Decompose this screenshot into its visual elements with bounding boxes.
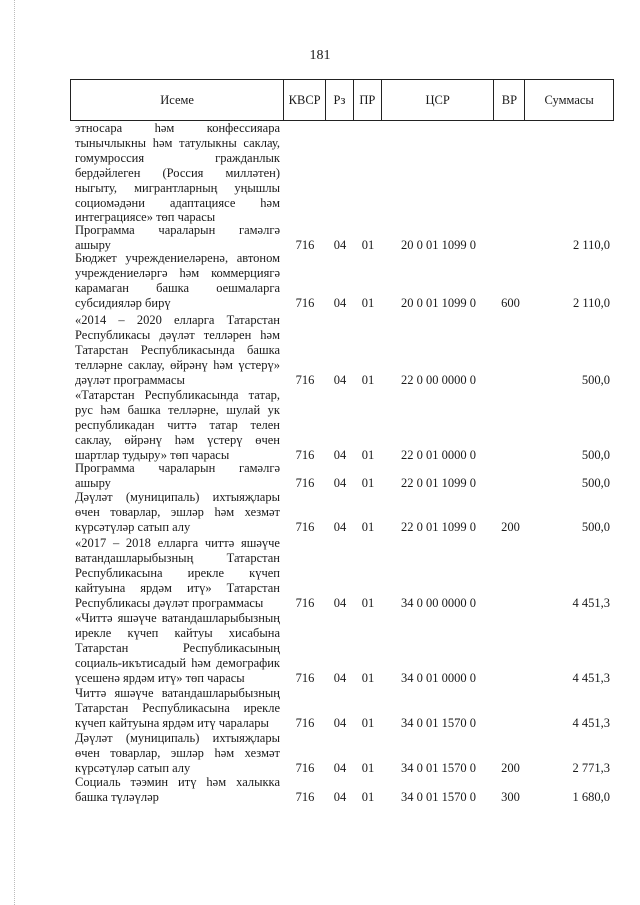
row-name-line: Татарстан Республикасында башка (75, 342, 280, 357)
row-name (75, 461, 280, 491)
row-name (75, 313, 280, 388)
row-name (75, 686, 280, 731)
row-name-line: этносара һәм конфессияара (75, 121, 280, 135)
row-rz: 04 (333, 519, 347, 534)
row-name-line: Читтә яшәүче ватандашларыбызның (75, 686, 280, 700)
row-name-line: өчен товарлар, эшләр һәм хезмәт (75, 745, 280, 760)
row-csr: 20 0 01 1099 0 (401, 237, 476, 252)
row-name (75, 611, 280, 686)
row-name-line: ашыру (75, 237, 111, 252)
row-sum: 4 451,3 (572, 595, 610, 610)
row-name (75, 775, 280, 805)
header-sum: Суммасы (544, 92, 594, 107)
row-name-line: рус һәм башка телләрне, шулай ук (75, 402, 280, 417)
row-name-line: Бюджет учреждениеләренә, автоном (75, 251, 280, 265)
row-name-line: ныгыту, мигрантларның уңышлы (75, 180, 280, 195)
row-sum: 500,0 (581, 519, 610, 534)
row-pr: 01 (361, 447, 375, 462)
row-name (75, 251, 280, 311)
row-name-line: башка түләүләр (75, 789, 159, 804)
row-rz: 04 (333, 789, 347, 804)
row-name (75, 731, 280, 776)
row-pr: 01 (361, 372, 375, 387)
row-pr: 01 (361, 237, 375, 252)
row-name-line: учреждениеләргә һәм коммерциягә (75, 265, 280, 280)
row-name-line: республикадан читтә татар телен (75, 417, 280, 432)
row-name-line: Татарстан Республикасының (75, 640, 280, 655)
table-row (70, 388, 614, 463)
row-name-line: Республикасы дәүләт телләрен һәм (75, 327, 280, 342)
header-kvsr: КВСР (284, 80, 326, 120)
row-name (75, 121, 280, 225)
header-pr: ПР (354, 80, 382, 120)
row-kvsr: 716 (295, 595, 315, 610)
header-csr: ЦСР (382, 80, 495, 120)
header-vr: ВР (494, 80, 525, 120)
row-sum: 500,0 (581, 372, 610, 387)
row-name-line: Программа чараларын гамәлгә (75, 223, 280, 237)
table-row (70, 490, 614, 535)
row-pr: 01 (361, 789, 375, 804)
row-sum: 2 110,0 (572, 295, 610, 310)
row-name-line: күрсәтүләр сатып алу (75, 760, 191, 775)
row-csr: 22 0 01 1099 0 (401, 519, 476, 534)
row-kvsr: 716 (295, 237, 315, 252)
row-name-line: кайтуына ярдәм итү» Татарстан (75, 580, 280, 595)
row-name-line: үсешенә ярдәм итү» төп чарасы (75, 670, 245, 685)
row-name-line: күрсәтүләр сатып алу (75, 519, 191, 534)
row-name-line: Татарстан Республикасына ирекле (75, 700, 280, 715)
row-kvsr: 716 (295, 789, 315, 804)
table-row (70, 313, 614, 388)
row-name-line: Дәүләт (муниципаль) ихтыяҗлары (75, 490, 280, 504)
row-name-line: күчеп кайтуына ярдәм итү чаралары (75, 715, 269, 730)
table-row (70, 611, 614, 686)
row-kvsr: 716 (295, 295, 315, 310)
row-csr: 22 0 00 0000 0 (401, 372, 476, 387)
table-header (70, 79, 614, 121)
row-name-line: Дәүләт (муниципаль) ихтыяҗлары (75, 731, 280, 745)
table-row (70, 121, 614, 225)
row-name-line: саклау, өйрәнү һәм үстерү өчен (75, 432, 280, 447)
row-csr: 34 0 00 0000 0 (401, 595, 476, 610)
row-sum: 4 451,3 (572, 715, 610, 730)
row-kvsr: 716 (295, 715, 315, 730)
row-name-line: тынычлыкны һәм татулыкны саклау, (75, 135, 280, 150)
row-sum: 1 680,0 (572, 789, 610, 804)
row-rz: 04 (333, 595, 347, 610)
row-name-line: өчен товарлар, эшләр һәм хезмәт (75, 504, 280, 519)
header-rz: Рз (326, 80, 354, 120)
row-name-line: шартлар тудыру» төп чарасы (75, 447, 230, 462)
row-vr: 200 (501, 760, 520, 775)
row-kvsr: 716 (295, 760, 315, 775)
left-margin-dots (14, 0, 16, 905)
row-pr: 01 (361, 519, 375, 534)
row-csr: 34 0 01 0000 0 (401, 670, 476, 685)
row-pr: 01 (361, 760, 375, 775)
row-pr: 01 (361, 295, 375, 310)
row-csr: 20 0 01 1099 0 (401, 295, 476, 310)
table-row (70, 775, 614, 805)
row-rz: 04 (333, 760, 347, 775)
table-row (70, 731, 614, 776)
row-sum: 2 110,0 (572, 237, 610, 252)
row-name-line: «Читтә яшәүче ватандашларыбызның (75, 611, 280, 625)
row-sum: 500,0 (581, 447, 610, 462)
header-name: Исеме (71, 80, 284, 120)
row-name-line: гомумроссия гражданлык (75, 150, 280, 165)
row-rz: 04 (333, 670, 347, 685)
row-name-line: субсидияләр бирү (75, 295, 171, 310)
row-name-line: ватандашларыбызның Татарстан (75, 550, 280, 565)
row-kvsr: 716 (295, 372, 315, 387)
row-name (75, 490, 280, 535)
row-csr: 22 0 01 1099 0 (401, 475, 476, 490)
row-name-line: дәүләт программасы (75, 372, 185, 387)
row-kvsr: 716 (295, 519, 315, 534)
row-rz: 04 (333, 372, 347, 387)
table-row (70, 251, 614, 311)
row-name-line: социаль-икътисадый һәм демографик (75, 655, 280, 670)
row-name-line: социомәдәни адаптациясе һәм (75, 195, 280, 210)
table-row (70, 223, 614, 253)
row-vr: 300 (501, 789, 520, 804)
row-name-line: «2014 – 2020 елларга Татарстан (75, 313, 280, 327)
row-name-line: Социаль тәэмин итү һәм халыкка (75, 775, 280, 789)
row-name-line: ирекле күчеп кайтуы хисабына (75, 625, 280, 640)
row-vr: 200 (501, 519, 520, 534)
row-kvsr: 716 (295, 447, 315, 462)
row-rz: 04 (333, 475, 347, 490)
row-sum: 4 451,3 (572, 670, 610, 685)
row-pr: 01 (361, 670, 375, 685)
row-csr: 22 0 01 0000 0 (401, 447, 476, 462)
row-rz: 04 (333, 447, 347, 462)
row-name-line: телләрне саклау, өйрәнү һәм үстерү» (75, 357, 280, 372)
row-kvsr: 716 (295, 670, 315, 685)
row-name-line: интеграциясе» төп чарасы (75, 210, 216, 225)
row-rz: 04 (333, 715, 347, 730)
row-name-line: карамаган башка оешмаларга (75, 280, 280, 295)
table-row (70, 461, 614, 491)
row-name-line: «Татарстан Республикасында татар, (75, 388, 280, 402)
table-row (70, 536, 614, 611)
table-row (70, 686, 614, 731)
row-sum: 2 771,3 (572, 760, 610, 775)
row-name (75, 536, 280, 611)
row-name (75, 223, 280, 253)
row-csr: 34 0 01 1570 0 (401, 715, 476, 730)
row-name (75, 388, 280, 463)
row-rz: 04 (333, 237, 347, 252)
row-pr: 01 (361, 595, 375, 610)
row-name-line: Республикасы дәүләт программасы (75, 595, 264, 610)
row-rz: 04 (333, 295, 347, 310)
row-name-line: Программа чараларын гамәлгә (75, 461, 280, 475)
row-csr: 34 0 01 1570 0 (401, 760, 476, 775)
row-pr: 01 (361, 715, 375, 730)
row-sum: 500,0 (581, 475, 610, 490)
page-number: 181 (309, 48, 331, 63)
row-name-line: «2017 – 2018 елларга читтә яшәүче (75, 536, 280, 550)
row-pr: 01 (361, 475, 375, 490)
row-name-line: бердәйлеген (Россия милләтен) (75, 165, 280, 180)
row-vr: 600 (501, 295, 520, 310)
row-name-line: Республикасына ирекле күчеп (75, 565, 280, 580)
row-csr: 34 0 01 1570 0 (401, 789, 476, 804)
row-kvsr: 716 (295, 475, 315, 490)
row-name-line: ашыру (75, 475, 111, 490)
